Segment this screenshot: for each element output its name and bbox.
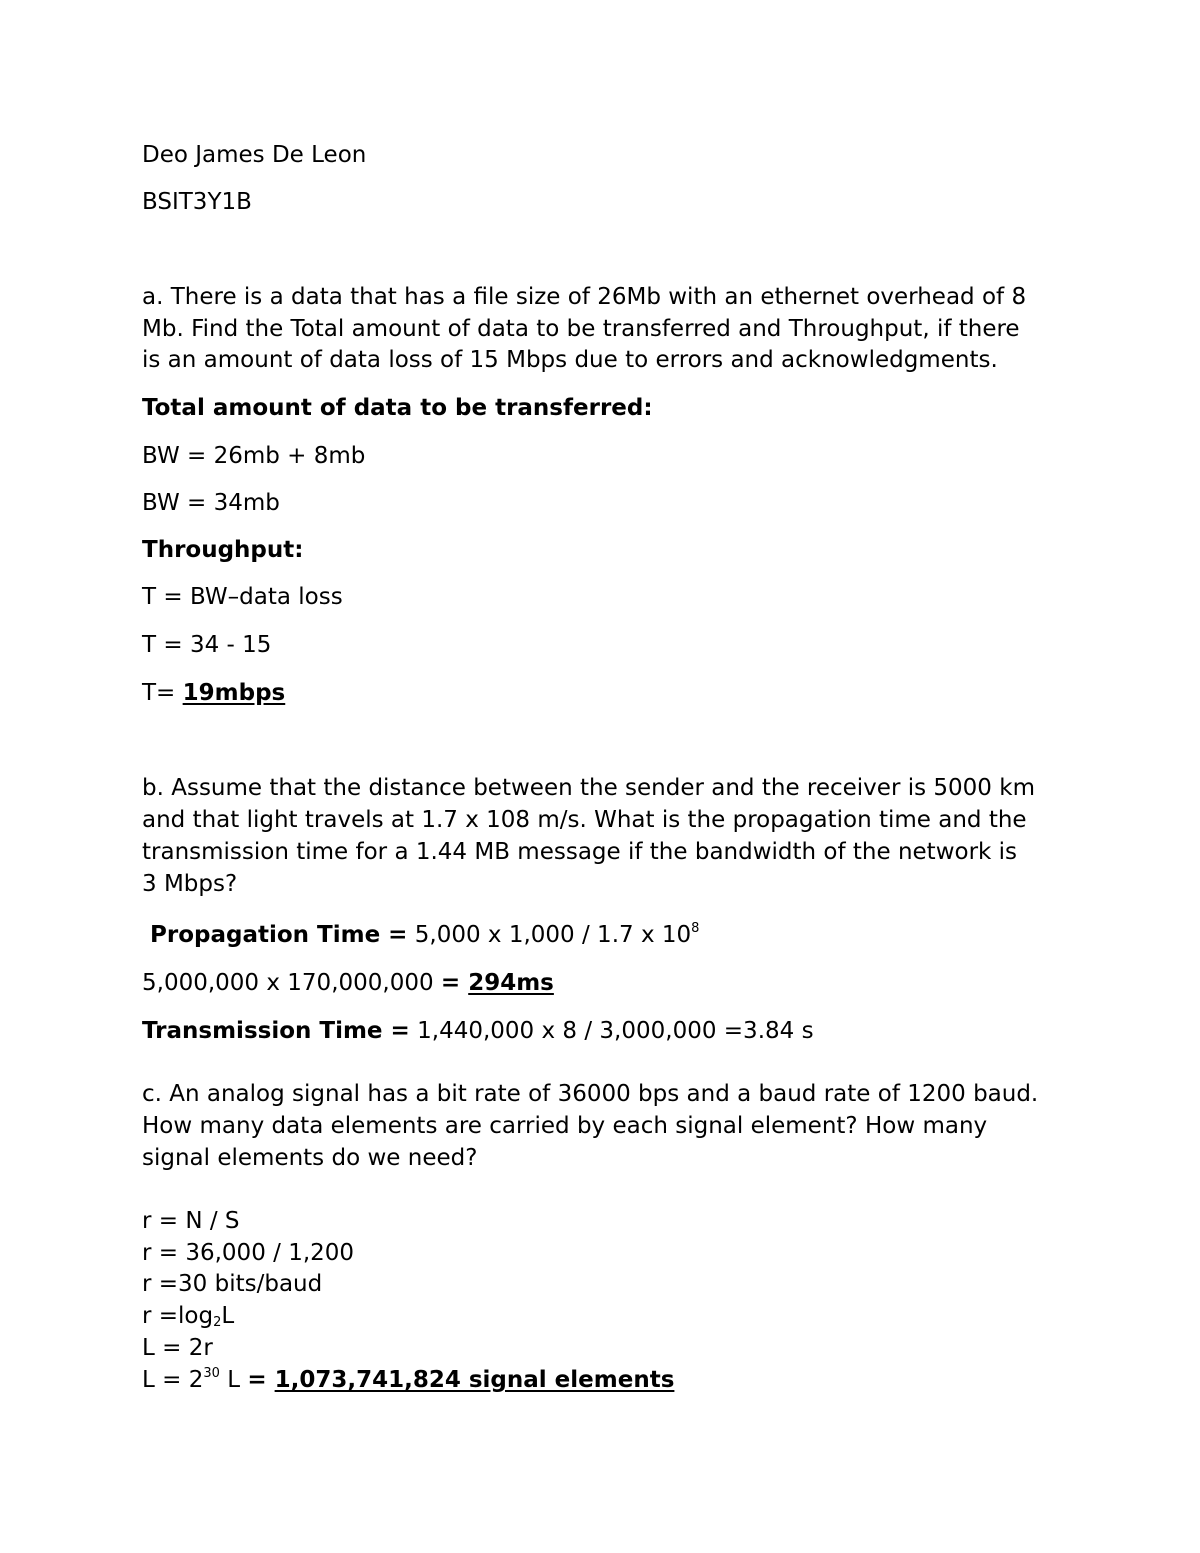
propagation-time-label: Propagation Time = (150, 922, 408, 948)
r-equation-4 (142, 1300, 234, 1332)
question-c-line-3: signal elements do we need? (142, 1145, 478, 1171)
student-name: Deo James De Leon (142, 142, 367, 168)
transmission-time-line (142, 1015, 814, 1047)
signal-elements-answer: 1,073,741,824 signal elements (274, 1367, 675, 1393)
r-equation-3: r =30 bits/baud (142, 1271, 323, 1297)
question-c-line-2: How many data elements are carried by each signal element? How many (142, 1113, 988, 1139)
question-c-line-1: c. An analog signal has a bit rate of 36000 bps and a baud rate of 1200 baud. (142, 1081, 1039, 1107)
log-base: 2 (213, 1315, 222, 1330)
question-a-line-2: Mb. Find the Total amount of data to be transferred and Throughput, if there (142, 316, 1020, 342)
r-equation-1: r = N / S (142, 1208, 240, 1234)
throughput-answer: 19mbps (182, 680, 286, 706)
log-prefix: r =log (142, 1303, 214, 1329)
bw-equation-1: BW = 26mb + 8mb (142, 443, 366, 469)
l-equation-1: L = 2r (142, 1335, 213, 1361)
throughput-equation-1: T = BW–data loss (142, 584, 343, 610)
throughput-equation-2: T = 34 - 15 (142, 632, 272, 658)
question-b-line-4: 3 Mbps? (142, 871, 238, 897)
bw-equation-2: BW = 34mb (142, 490, 280, 516)
l-mid-text: L (219, 1367, 248, 1393)
transmission-time-expression: 1,440,000 x 8 / 3,000,000 =3.84 s (409, 1018, 814, 1044)
l-power-base: L = 2 (142, 1367, 204, 1393)
r-equation-2: r = 36,000 / 1,200 (142, 1240, 355, 1266)
throughput-heading: Throughput: (142, 537, 304, 563)
propagation-calc-equals: = (440, 970, 469, 996)
log-argument: L (221, 1303, 235, 1329)
question-b-line-1: b. Assume that the distance between the sender and the receiver is 5000 km (142, 775, 1035, 801)
transmission-time-label: Transmission Time = (142, 1018, 410, 1044)
student-section: BSIT3Y1B (142, 189, 252, 215)
propagation-calc-expression: 5,000,000 x 170,000,000 (142, 970, 441, 996)
question-b-line-3: transmission time for a 1.44 MB message if the bandwidth of the network is (142, 839, 1018, 865)
l-power-exponent: 30 (203, 1366, 220, 1381)
propagation-exponent: 8 (691, 921, 700, 936)
throughput-answer-prefix: T= (142, 680, 183, 706)
propagation-answer: 294ms (468, 970, 554, 996)
l-equals: = (247, 1367, 275, 1393)
question-a-line-3: is an amount of data loss of 15 Mbps due to errors and acknowledgments. (142, 347, 998, 373)
propagation-calc-line (142, 967, 554, 999)
l-equation-2 (142, 1364, 674, 1396)
propagation-time-line (150, 919, 699, 951)
question-a-line-1: a. There is a data that has a file size of 26Mb with an ethernet overhead of 8 (142, 284, 1027, 310)
question-b-line-2: and that light travels at 1.7 x 108 m/s. What is the propagation time and the (142, 807, 1027, 833)
total-data-heading: Total amount of data to be transferred: (142, 395, 653, 421)
propagation-time-expression: 5,000 x 1,000 / 1.7 x 10 (407, 922, 692, 948)
throughput-answer-line (142, 677, 285, 709)
